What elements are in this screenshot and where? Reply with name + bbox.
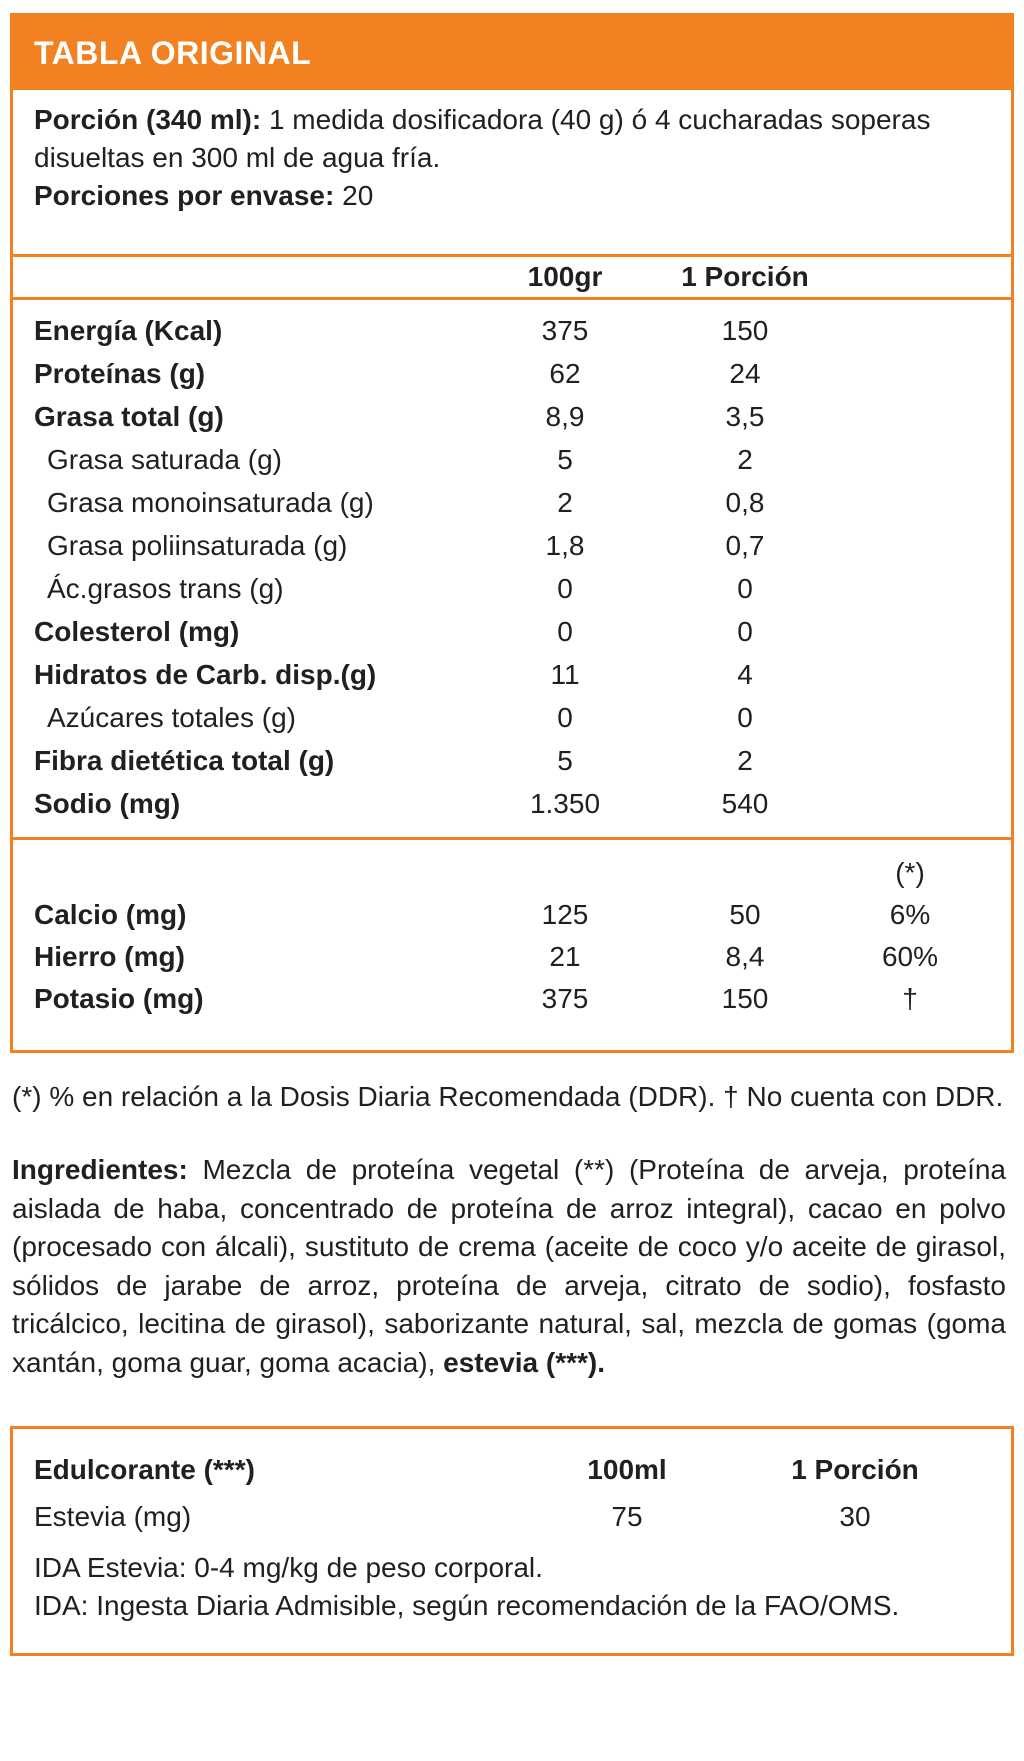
row-value-portion: 4	[737, 658, 753, 690]
table-row-fibra	[13, 739, 1011, 782]
ingredients-stevia-bold: estevia (***).	[443, 1346, 606, 1378]
row-value-100g: 1.350	[529, 787, 601, 819]
row-value-dagger: †	[902, 983, 918, 1014]
table-row-grasa-total	[13, 395, 1011, 438]
row-label: Sodio (mg)	[34, 787, 181, 819]
row-label: Proteínas (g)	[34, 357, 206, 389]
row-label: Calcio (mg)	[34, 899, 187, 930]
row-value-100g: 0	[557, 572, 573, 604]
table-row-energia	[13, 309, 1011, 352]
table-row-hierro	[13, 936, 1011, 978]
column-header-100g: 100gr	[527, 261, 603, 292]
row-value-portion: 3,5	[725, 400, 765, 432]
sweetener-column-100ml: 100ml	[587, 1453, 667, 1485]
row-value-100g: 0	[557, 615, 573, 647]
table-row-grasos-trans	[13, 567, 1011, 610]
row-value-portion: 24	[729, 357, 761, 389]
row-value-pct: 6%	[889, 899, 931, 930]
row-value-100g: 125	[541, 899, 589, 930]
servings-label: Porciones por envase:	[34, 180, 335, 211]
table-row-proteinas	[13, 352, 1011, 395]
row-value-portion: 30	[839, 1500, 871, 1532]
row-value-100g: 8,9	[545, 400, 585, 432]
row-value-portion: 0	[737, 615, 753, 647]
table-row-grasa-saturada	[13, 438, 1011, 481]
table-row-hidratos	[13, 653, 1011, 696]
table-row-calcio	[13, 894, 1011, 936]
ddr-footnote-text: (*) % en relación a la Dosis Diaria Recomendada (DDR). † No cuenta con DDR.	[12, 1081, 1004, 1112]
row-value-portion: 50	[729, 899, 761, 930]
row-label: Grasa saturada (g)	[47, 443, 282, 475]
page-title: TABLA ORIGINAL	[34, 34, 312, 71]
servings-line	[34, 177, 987, 215]
row-label: Energía (Kcal)	[34, 314, 223, 346]
row-label: Azúcares totales (g)	[47, 701, 296, 733]
row-label: Ác.grasos trans (g)	[47, 572, 284, 604]
ingredients-text: Mezcla de proteína vegetal (**) (Proteína de arveja, proteína aislada de haba, concentrado de proteína de arroz integral), cacao en polvo (procesado con álcali), sustituto de crema (aceite de coco y/o aceite de girasol, sólidos de jarabe de arroz, proteína de arveja, citrato de sodio), fosfasto tricálcico, lecitina de girasol), saborizante natural, sal, mezcla de gomas (goma xantán, goma guar, goma acacia),	[12, 1154, 1006, 1378]
sweetener-header-row	[13, 1446, 1011, 1493]
row-label: Potasio (mg)	[34, 983, 204, 1014]
row-label: Hidratos de Carb. disp.(g)	[34, 658, 377, 690]
pct-column-header: (*)	[895, 857, 925, 888]
portion-text: 1 medida dosificadora (40 g) ó 4 cucharadas soperas disueltas en 300 ml de agua fría.	[34, 104, 931, 173]
row-value-portion: 150	[721, 983, 769, 1014]
table-row-potasio	[13, 978, 1011, 1020]
row-value-portion: 0	[737, 572, 753, 604]
row-value-portion: 8,4	[725, 941, 765, 972]
row-label: Grasa total (g)	[34, 400, 224, 432]
row-label: Estevia (mg)	[34, 1500, 192, 1532]
row-label: Grasa poliinsaturada (g)	[47, 529, 348, 561]
nutrients-table	[13, 297, 1011, 837]
ingredients-label: Ingredientes:	[12, 1154, 188, 1185]
servings-value: 20	[342, 180, 374, 211]
table-row-sodio	[13, 782, 1011, 825]
column-header-row	[13, 254, 1011, 297]
row-value-portion: 540	[721, 787, 769, 819]
row-label: Grasa monoinsaturada (g)	[47, 486, 374, 518]
ddr-footnote	[12, 1077, 1006, 1116]
row-label: Colesterol (mg)	[34, 615, 240, 647]
row-value-portion: 0,8	[725, 486, 765, 518]
portion-label: Porción (340 ml):	[34, 104, 262, 135]
row-value-portion: 0,7	[725, 529, 765, 561]
ida-definition-note: IDA: Ingesta Diaria Admisible, según recomendación de la FAO/OMS.	[34, 1590, 900, 1621]
row-value-pct: 60%	[881, 941, 939, 972]
table-row-azucares	[13, 696, 1011, 739]
row-value-100g: 375	[541, 983, 589, 1014]
row-value-100ml: 75	[611, 1500, 643, 1532]
row-value-100g: 0	[557, 701, 573, 733]
row-value-portion: 2	[737, 443, 753, 475]
row-value-portion: 2	[737, 744, 753, 776]
ingredients-paragraph	[12, 1151, 1006, 1382]
column-header-portion: 1 Porción	[681, 261, 809, 292]
title-bar	[13, 16, 1011, 90]
row-value-100g: 1,8	[545, 529, 585, 561]
table-row-grasa-monoinsaturada	[13, 481, 1011, 524]
sweetener-label: Edulcorante (***)	[34, 1453, 255, 1485]
sweetener-notes	[13, 1549, 1011, 1625]
ingredients-section	[12, 1151, 1006, 1382]
nutrition-facts-box	[10, 13, 1014, 1053]
ida-estevia-note: IDA Estevia: 0-4 mg/kg de peso corporal.	[34, 1552, 543, 1583]
portion-line	[34, 101, 987, 177]
row-value-portion: 0	[737, 701, 753, 733]
row-value-100g: 5	[557, 443, 573, 475]
row-value-100g: 2	[557, 486, 573, 518]
serving-info-section	[13, 90, 1011, 254]
row-value-100g: 375	[541, 314, 589, 346]
pct-header-row	[13, 852, 1011, 894]
table-row-estevia	[13, 1493, 1011, 1540]
row-value-100g: 62	[549, 357, 581, 389]
sweetener-box	[10, 1426, 1014, 1656]
row-value-portion: 150	[721, 314, 769, 346]
row-label: Fibra dietética total (g)	[34, 744, 335, 776]
sweetener-column-portion: 1 Porción	[791, 1453, 919, 1485]
table-row-colesterol	[13, 610, 1011, 653]
minerals-table	[13, 837, 1011, 1050]
row-value-100g: 11	[550, 658, 580, 690]
row-value-100g: 21	[549, 941, 581, 972]
table-row-grasa-poliinsaturada	[13, 524, 1011, 567]
row-label: Hierro (mg)	[34, 941, 185, 972]
row-value-100g: 5	[557, 744, 573, 776]
